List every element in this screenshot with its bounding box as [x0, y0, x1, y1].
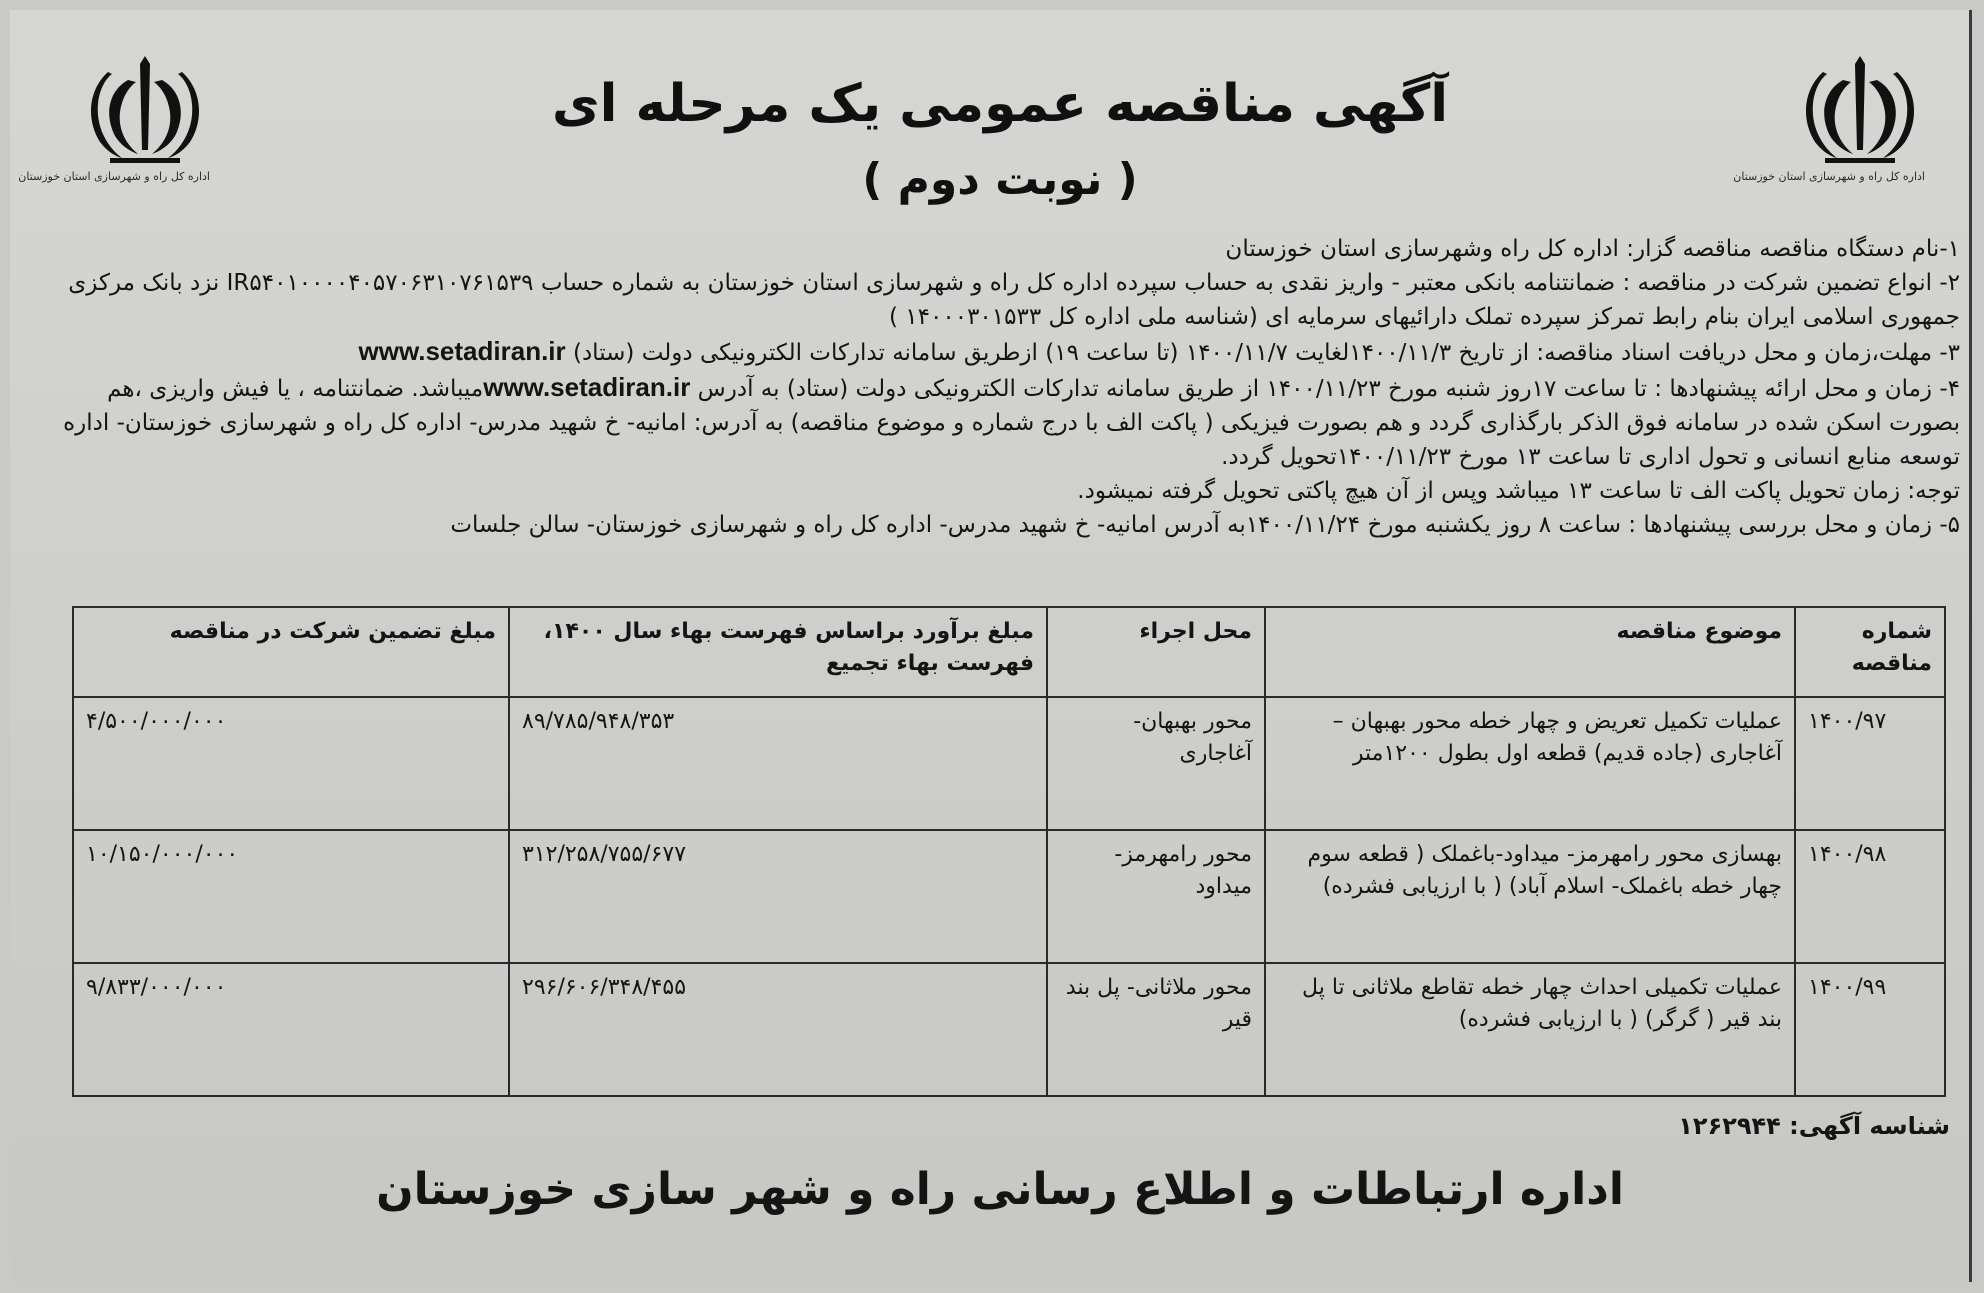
- notice-body: [40, 232, 1960, 542]
- notice-title: آگهی مناقصه عمومی یک مرحله ای: [551, 74, 1449, 134]
- column-header-subject: موضوع مناقصه: [1265, 607, 1795, 697]
- paragraph-text-tail: میباشد. ضمانتنامه ، یا فیش واریزی ،هم بصورت اسکن شده در سامانه فوق الذکر بارگذاری گردد و هم بصورت فیزیکی ( پاکت الف با درج شماره و موضوع مناقصه) به آدرس: امانیه- خ شهید مدرس- اداره کل راه و شهرسازی خوزستان- اداره توسعه منابع انسانی و تحول اداری تا ساعت ۱۳ مورخ ۱۴۰۰/۱۱/۲۳تحویل گردد.: [63, 376, 1960, 470]
- notice-sheet: [10, 10, 1972, 1282]
- tenders-table: [72, 606, 1946, 1097]
- paragraph-text: ۴- زمان و محل ارائه پیشنهادها : تا ساعت ۱۷روز شنبه مورخ ۱۴۰۰/۱۱/۲۳ از طریق سامانه تدارکات الکترونیکی دولت (ستاد) به آدرس: [697, 376, 1960, 402]
- table-header-row: [73, 607, 1945, 697]
- emblem-caption: اداره کل راه و شهرسازی استان خوزستان: [18, 170, 210, 183]
- paragraph-document-receipt: [40, 334, 1960, 370]
- column-header-estimate: مبلغ برآورد براساس فهرست بهاء سال ۱۴۰۰، فهرست بهاء تجمیع: [509, 607, 1047, 697]
- cell-subject: عملیات تکمیلی احداث چهار خطه تقاطع ملاثانی تا پل بند قیر ( گرگر) ( با ارزیابی فشرده): [1265, 963, 1795, 1096]
- column-header-location: محل اجراء: [1047, 607, 1265, 697]
- paragraph-submission: [40, 370, 1960, 474]
- paragraph-organizer: [40, 232, 1960, 266]
- cell-number: ۱۴۰۰/۹۷: [1795, 697, 1945, 830]
- setad-link[interactable]: www.setadiran.ir: [358, 336, 566, 366]
- notice-id: [910, 1112, 1950, 1140]
- table-row: [73, 963, 1945, 1096]
- paragraph-guarantee: [40, 266, 1960, 334]
- emblem-left: [18, 50, 210, 200]
- emblem-right: [1733, 50, 1925, 200]
- notice-id-label: شناسه آگهی:: [1789, 1112, 1950, 1140]
- cell-subject: بهسازی محور رامهرمز- میداود-باغملک ( قطعه سوم چهار خطه باغملک- اسلام آباد) ( با ارزیابی فشرده): [1265, 830, 1795, 963]
- paragraph-opening: [40, 508, 1960, 542]
- iran-emblem-icon: [80, 50, 210, 170]
- table-row: [73, 830, 1945, 963]
- cell-estimate: ۳۱۲/۲۵۸/۷۵۵/۶۷۷: [509, 830, 1047, 963]
- cell-number: ۱۴۰۰/۹۹: [1795, 963, 1945, 1096]
- cell-location: محور بهبهان- آغاجاری: [1047, 697, 1265, 830]
- cell-estimate: ۲۹۶/۶۰۶/۳۴۸/۴۵۵: [509, 963, 1047, 1096]
- emblem-caption: اداره کل راه و شهرسازی استان خوزستان: [1733, 170, 1925, 183]
- paragraph-text: ۵- زمان و محل بررسی پیشنهادها : ساعت ۸ روز یکشنبه مورخ ۱۴۰۰/۱۱/۲۴به آدرس امانیه- خ شهید مدرس- اداره کل راه و شهرسازی خوزستان- سالن جلسات: [450, 512, 1960, 538]
- table-row: [73, 697, 1945, 830]
- cell-estimate: ۸۹/۷۸۵/۹۴۸/۳۵۳: [509, 697, 1047, 830]
- cell-subject: عملیات تکمیل تعریض و چهار خطه محور بهبهان – آغاجاری (جاده قدیم) قطعه اول بطول ۱۲۰۰متر: [1265, 697, 1795, 830]
- paragraph-note: [40, 474, 1960, 508]
- notice-id-value: ۱۲۶۲۹۴۴: [1678, 1112, 1781, 1140]
- paragraph-text: ۲- انواع تضمین شرکت در مناقصه : ضمانتنامه بانکی معتبر - واریز نقدی به حساب سپرده اداره کل راه و شهرسازی استان خوزستان به شماره حساب IR۵۴۰۱۰۰۰۰۴۰۵۷۰۶۳۱۰۷۶۱۵۳۹ نزد بانک مرکزی جمهوری اسلامی ایران بنام رابط تمرکز سپرده تملک دارائیهای سرمایه ای (شناسه ملی اداره کل ۱۴۰۰۰۳۰۱۵۳۳ ): [68, 270, 1960, 330]
- cell-guarantee: ۱۰/۱۵۰/۰۰۰/۰۰۰: [73, 830, 509, 963]
- cell-guarantee: ۹/۸۳۳/۰۰۰/۰۰۰: [73, 963, 509, 1096]
- column-header-guarantee: مبلغ تضمین شرکت در مناقصه: [73, 607, 509, 697]
- paragraph-text: ۱-نام دستگاه مناقصه مناقصه گزار: اداره کل راه وشهرسازی استان خوزستان: [1225, 236, 1960, 262]
- cell-number: ۱۴۰۰/۹۸: [1795, 830, 1945, 963]
- cell-location: محور ملاثانی- پل بند قیر: [1047, 963, 1265, 1096]
- paragraph-text: ۳- مهلت،زمان و محل دریافت اسناد مناقصه: از تاریخ ۱۴۰۰/۱۱/۳لغایت ۱۴۰۰/۱۱/۷ (تا ساعت ۱۹) ازطریق سامانه تدارکات الکترونیکی دولت (ستاد): [572, 340, 1960, 366]
- notice-subtitle: ( نوبت دوم ): [862, 154, 1138, 205]
- paragraph-text: توجه: زمان تحویل پاکت الف تا ساعت ۱۳ میباشد وپس از آن هیچ پاکتی تحویل گرفته نمیشود.: [1077, 478, 1960, 504]
- cell-guarantee: ۴/۵۰۰/۰۰۰/۰۰۰: [73, 697, 509, 830]
- setad-link[interactable]: www.setadiran.ir: [483, 372, 691, 402]
- issuer-footer: اداره ارتباطات و اطلاع رسانی راه و شهر سازی خوزستان: [376, 1164, 1624, 1215]
- iran-emblem-icon: [1795, 50, 1925, 170]
- column-header-number: شماره مناقصه: [1795, 607, 1945, 697]
- cell-location: محور رامهرمز- میداود: [1047, 830, 1265, 963]
